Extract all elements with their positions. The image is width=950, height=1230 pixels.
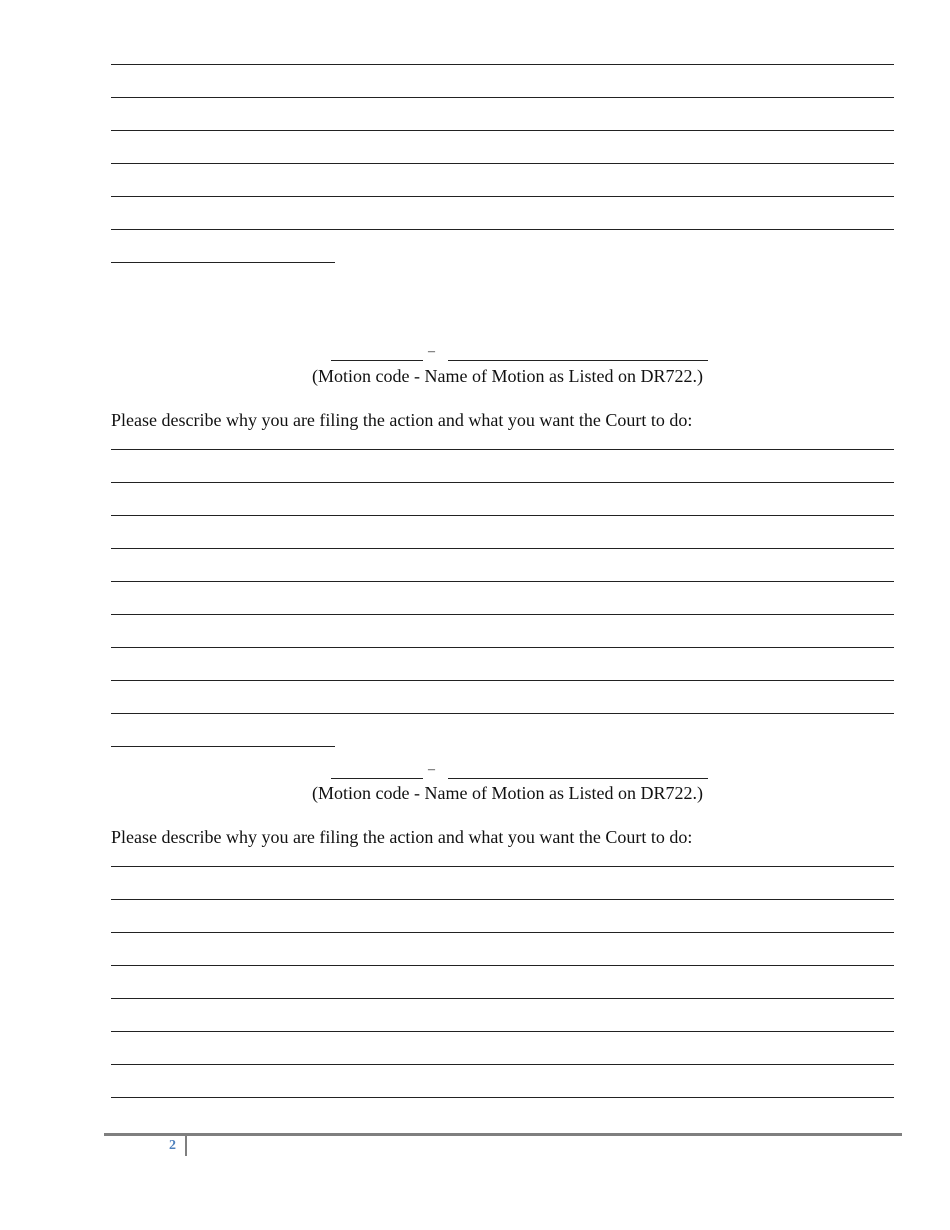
- writing-line[interactable]: [111, 515, 894, 516]
- writing-line[interactable]: [111, 965, 894, 966]
- writing-line[interactable]: [111, 130, 894, 131]
- writing-line[interactable]: [111, 196, 894, 197]
- motion-dash: –: [428, 762, 435, 777]
- motion-dash: –: [428, 344, 435, 359]
- description-prompt: Please describe why you are filing the action and what you want the Court to do:: [111, 410, 693, 430]
- motion-caption: (Motion code - Name of Motion as Listed on DR722.): [312, 783, 703, 803]
- page-number-divider: [185, 1136, 187, 1156]
- writing-line[interactable]: [111, 229, 894, 230]
- writing-line[interactable]: [111, 548, 894, 549]
- writing-line[interactable]: [111, 614, 894, 615]
- writing-line[interactable]: [111, 482, 894, 483]
- footer-rule: [104, 1133, 902, 1136]
- writing-line[interactable]: [111, 163, 894, 164]
- writing-line[interactable]: [111, 899, 894, 900]
- motion-code-blank[interactable]: [331, 360, 423, 361]
- motion-name-blank[interactable]: [448, 778, 708, 779]
- writing-line[interactable]: [111, 680, 894, 681]
- writing-line[interactable]: [111, 449, 894, 450]
- page-number: 2: [169, 1138, 176, 1153]
- writing-line[interactable]: [111, 713, 894, 714]
- writing-line[interactable]: [111, 581, 894, 582]
- writing-line[interactable]: [111, 932, 894, 933]
- description-prompt: Please describe why you are filing the action and what you want the Court to do:: [111, 827, 693, 847]
- motion-name-blank[interactable]: [448, 360, 708, 361]
- writing-line-short[interactable]: [111, 262, 335, 263]
- writing-line[interactable]: [111, 647, 894, 648]
- motion-code-blank[interactable]: [331, 778, 423, 779]
- writing-line[interactable]: [111, 1097, 894, 1098]
- writing-line[interactable]: [111, 64, 894, 65]
- writing-line[interactable]: [111, 1031, 894, 1032]
- motion-caption: (Motion code - Name of Motion as Listed on DR722.): [312, 366, 703, 386]
- writing-line[interactable]: [111, 998, 894, 999]
- writing-line-short[interactable]: [111, 746, 335, 747]
- writing-line[interactable]: [111, 1064, 894, 1065]
- writing-line[interactable]: [111, 866, 894, 867]
- writing-line[interactable]: [111, 97, 894, 98]
